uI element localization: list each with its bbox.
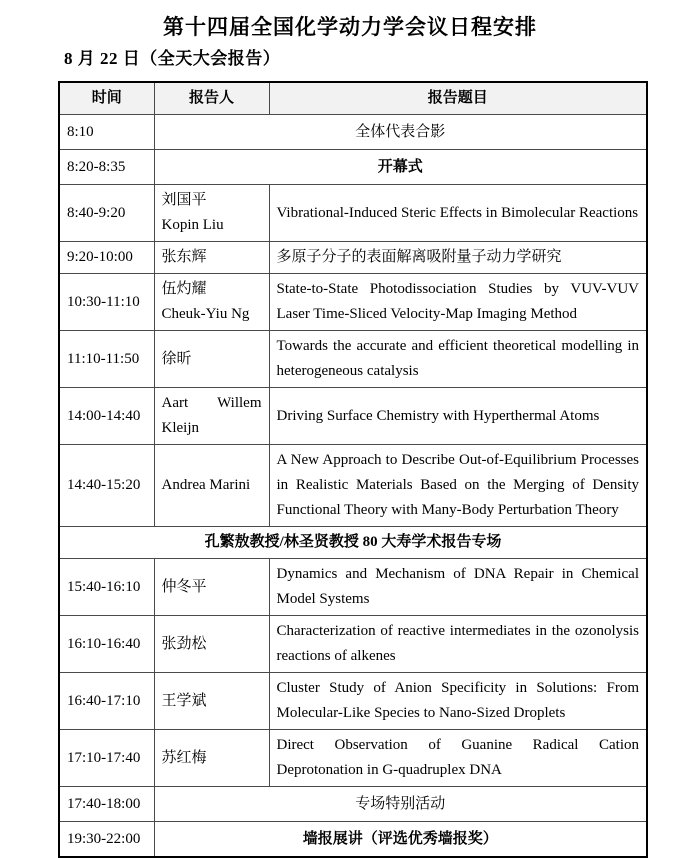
event-cell: 全体代表合影 bbox=[154, 115, 647, 150]
time-cell: 17:10-17:40 bbox=[59, 730, 154, 787]
talk-title-cell: Direct Observation of Guanine Radical Cation Deprotonation in G-quadruplex DNA bbox=[269, 730, 647, 787]
column-header-time: 时间 bbox=[59, 82, 154, 115]
event-row bbox=[59, 787, 647, 822]
talk-title-cell: State-to-State Photodissociation Studies by VUV-VUV Laser Time-Sliced Velocity-Map Imaging Method bbox=[269, 274, 647, 331]
schedule-table-head bbox=[59, 82, 647, 115]
event-row bbox=[59, 150, 647, 185]
time-cell: 8:40-9:20 bbox=[59, 185, 154, 242]
speaker-cell bbox=[154, 445, 269, 527]
time-cell: 14:00-14:40 bbox=[59, 388, 154, 445]
speaker-name-line: 张劲松 bbox=[161, 635, 207, 652]
section-header-cell: 孔繁敖教授/林圣贤教授 80 大寿学术报告专场 bbox=[59, 527, 647, 559]
speaker-cell bbox=[154, 616, 269, 673]
time-cell: 16:10-16:40 bbox=[59, 616, 154, 673]
talk-title-cell: Vibrational-Induced Steric Effects in Bimolecular Reactions bbox=[269, 185, 647, 242]
talk-title-cell: Dynamics and Mechanism of DNA Repair in Chemical Model Systems bbox=[269, 559, 647, 616]
header-row bbox=[59, 82, 647, 115]
talk-row bbox=[59, 559, 647, 616]
speaker-cell bbox=[154, 242, 269, 274]
speaker-cell bbox=[154, 185, 269, 242]
time-cell: 8:20-8:35 bbox=[59, 150, 154, 185]
talk-row bbox=[59, 616, 647, 673]
event-cell: 墙报展讲（评选优秀墙报奖） bbox=[154, 822, 647, 858]
speaker-cell bbox=[154, 673, 269, 730]
speaker-cell bbox=[154, 274, 269, 331]
page-title: 第十四届全国化学动力学会议日程安排 bbox=[163, 15, 537, 39]
time-cell: 15:40-16:10 bbox=[59, 559, 154, 616]
time-cell: 11:10-11:50 bbox=[59, 331, 154, 388]
talk-title-cell: A New Approach to Describe Out-of-Equilibrium Processes in Realistic Materials Based on the Merging of Density Functional Theory with Many-Body Perturbation Theory bbox=[269, 445, 647, 527]
talk-title-cell: Cluster Study of Anion Specificity in Solutions: From Molecular-Like Species to Nano-Sized Droplets bbox=[269, 673, 647, 730]
time-cell: 16:40-17:10 bbox=[59, 673, 154, 730]
talk-title-cell: Characterization of reactive intermediates in the ozonolysis reactions of alkenes bbox=[269, 616, 647, 673]
talk-row bbox=[59, 673, 647, 730]
talk-row bbox=[59, 274, 647, 331]
speaker-cell bbox=[154, 559, 269, 616]
speaker-name-line: 刘国平 bbox=[161, 192, 207, 208]
talk-row bbox=[59, 445, 647, 527]
talk-title-cell: Towards the accurate and efficient theoretical modelling in heterogeneous catalysis bbox=[269, 331, 647, 388]
speaker-name-line: Cheuk-Yiu Ng bbox=[161, 306, 250, 322]
speaker-name-line: 徐昕 bbox=[161, 350, 192, 367]
time-cell: 10:30-11:10 bbox=[59, 274, 154, 331]
time-cell: 9:20-10:00 bbox=[59, 242, 154, 274]
event-cell: 专场特别活动 bbox=[154, 787, 647, 822]
date-heading: 8 月 22 日（全天大会报告） bbox=[64, 49, 281, 68]
talk-title-cell: Driving Surface Chemistry with Hyperthermal Atoms bbox=[269, 388, 647, 445]
speaker-name-line: 仲冬平 bbox=[161, 578, 207, 595]
event-row bbox=[59, 822, 647, 858]
talk-row bbox=[59, 185, 647, 242]
event-row bbox=[59, 115, 647, 150]
talk-row bbox=[59, 388, 647, 445]
talk-row bbox=[59, 331, 647, 388]
speaker-name-line: 伍灼耀 bbox=[161, 281, 207, 297]
event-cell: 开幕式 bbox=[154, 150, 647, 185]
speaker-name-line: Andrea Marini bbox=[161, 477, 251, 493]
speaker-cell bbox=[154, 730, 269, 787]
speaker-name-line: Kopin Liu bbox=[161, 217, 224, 233]
schedule-table bbox=[58, 81, 648, 858]
column-header-speaker: 报告人 bbox=[154, 82, 269, 115]
column-header-title: 报告题目 bbox=[269, 82, 647, 115]
time-cell: 17:40-18:00 bbox=[59, 787, 154, 822]
speaker-name-line: 张东辉 bbox=[161, 249, 207, 265]
speaker-cell bbox=[154, 331, 269, 388]
document-page bbox=[0, 13, 700, 845]
section-header-row bbox=[59, 527, 647, 559]
schedule-table-body bbox=[59, 115, 647, 858]
talk-title-cell: 多原子分子的表面解离吸附量子动力学研究 bbox=[269, 242, 647, 274]
time-cell: 8:10 bbox=[59, 115, 154, 150]
time-cell: 14:40-15:20 bbox=[59, 445, 154, 527]
speaker-cell bbox=[154, 388, 269, 445]
speaker-name-line: 王学斌 bbox=[161, 692, 207, 709]
talk-row bbox=[59, 730, 647, 787]
time-cell: 19:30-22:00 bbox=[59, 822, 154, 858]
speaker-name-line: 苏红梅 bbox=[161, 749, 207, 766]
talk-row bbox=[59, 242, 647, 274]
speaker-name-line: Aart Willem Kleijn bbox=[161, 395, 262, 436]
